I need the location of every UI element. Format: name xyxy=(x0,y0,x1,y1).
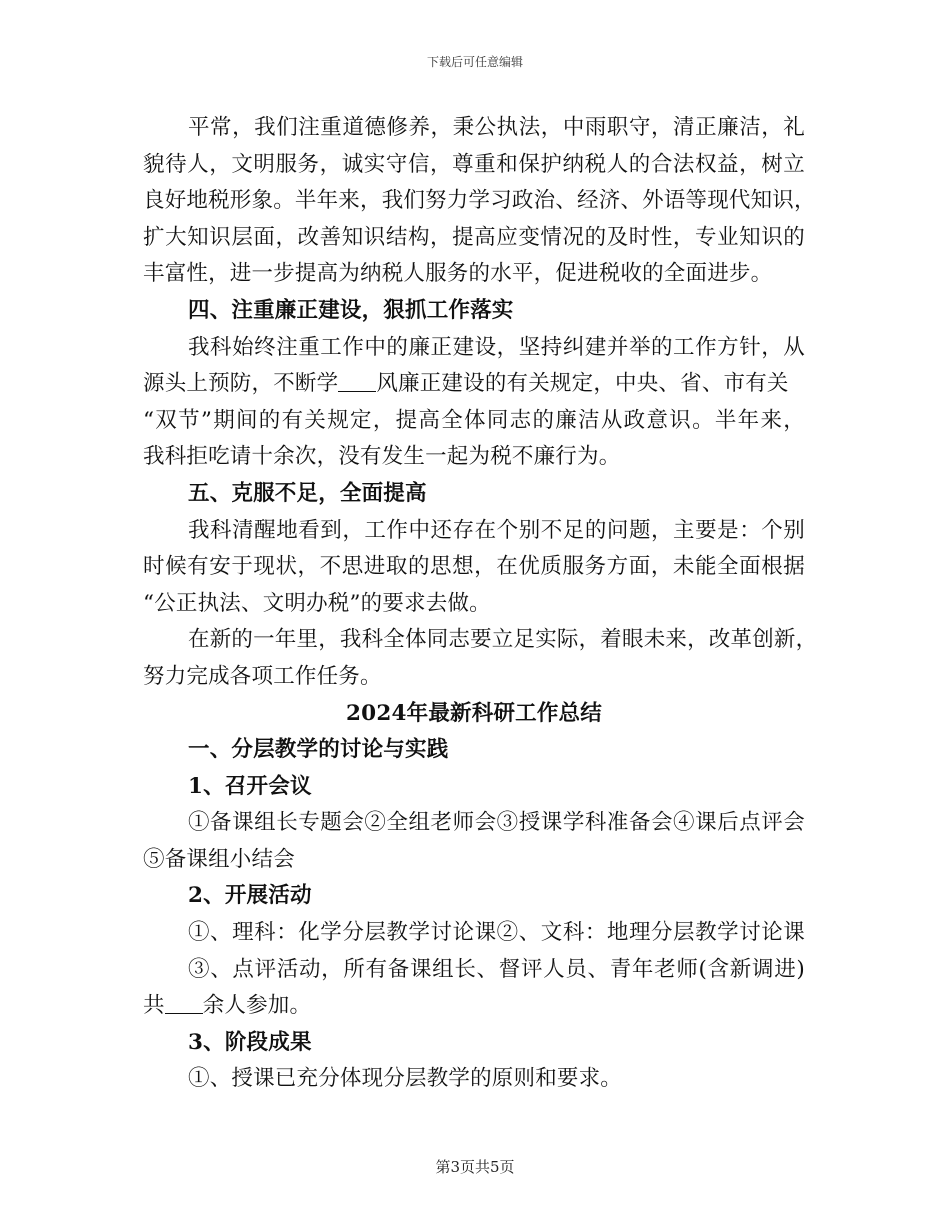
paragraph-line: 丰富性，进一步提高为纳税人服务的水平，促进税收的全面进步。 xyxy=(143,261,773,287)
paragraph-line: 良好地税形象。半年来，我们努力学习政治、经济、外语等现代知识， xyxy=(143,188,816,214)
fill-in-blank xyxy=(338,369,376,392)
paragraph-line: 貌待人，文明服务，诚实守信，尊重和保护纳税人的合法权益，树立 xyxy=(143,151,805,177)
text-segment: 共 xyxy=(143,993,165,1019)
paragraph-line: 扩大知识层面，改善知识结构，提高应变情况的及时性，专业知识的 xyxy=(143,224,805,250)
paragraph-line: 我科拒吃请十余次，没有发生一起为税不廉行为。 xyxy=(143,444,621,470)
document-title: 2024年最新科研工作总结 xyxy=(346,700,602,726)
paragraph-line: 努力完成各项工作任务。 xyxy=(143,663,382,689)
subsection-heading: 2、开展活动 xyxy=(188,883,312,909)
paragraph-line: ①、授课已充分体现分层教学的原则和要求。 xyxy=(188,1066,623,1092)
paragraph-line: 我科清醒地看到，工作中还存在个别不足的问题，主要是：个别 xyxy=(188,517,805,543)
paragraph-line: 时候有安于现状，不思进取的思想，在优质服务方面，未能全面根据 xyxy=(143,554,805,580)
text-segment: 风廉正建设的有关规定，中央、省、市有关 xyxy=(376,371,789,397)
paragraph-line: “公正执法、文明办税”的要求去做。 xyxy=(143,590,491,616)
paragraph-line: 我科始终注重工作中的廉正建设，坚持纠建并举的工作方针，从 xyxy=(188,334,805,360)
paragraph-line: 在新的一年里，我科全体同志要立足实际，着眼未来，改革创新， xyxy=(188,627,818,653)
section-heading: 五、克服不足，全面提高 xyxy=(188,480,427,506)
paragraph-line: ③、点评活动，所有备课组长、督评人员、青年老师(含新调进) xyxy=(188,956,805,982)
paragraph-line: 平常，我们注重道德修养，秉公执法，中雨职守，清正廉洁，礼 xyxy=(188,115,805,140)
paragraph-line xyxy=(143,988,805,1025)
page-footer: 第3页共5页 xyxy=(435,1158,515,1176)
subsection-heading: 1、召开会议 xyxy=(188,773,312,799)
paragraph-line: ⑤备课组小结会 xyxy=(143,846,295,872)
text-segment: 源头上预防，不断学 xyxy=(143,371,339,397)
paragraph-line: ①备课组长专题会②全组老师会③授课学科准备会④课后点评会 xyxy=(188,810,805,836)
paragraph-line: ①、理科：化学分层教学讨论课②、文科：地理分层教学讨论课 xyxy=(188,920,805,946)
document-body xyxy=(143,110,818,1098)
page-header: 下载后可任意编辑 xyxy=(426,55,523,69)
paragraph-line xyxy=(143,366,805,403)
text-segment: 余人参加。 xyxy=(202,993,312,1019)
section-heading: 四、注重廉正建设，狠抓工作落实 xyxy=(188,297,514,323)
fill-in-blank xyxy=(165,991,203,1014)
subsection-heading: 3、阶段成果 xyxy=(188,1029,312,1055)
section-heading: 一、分层教学的讨论与实践 xyxy=(188,737,449,763)
paragraph-line: “双节”期间的有关规定，提高全体同志的廉洁从政意识。半年来， xyxy=(143,407,805,433)
